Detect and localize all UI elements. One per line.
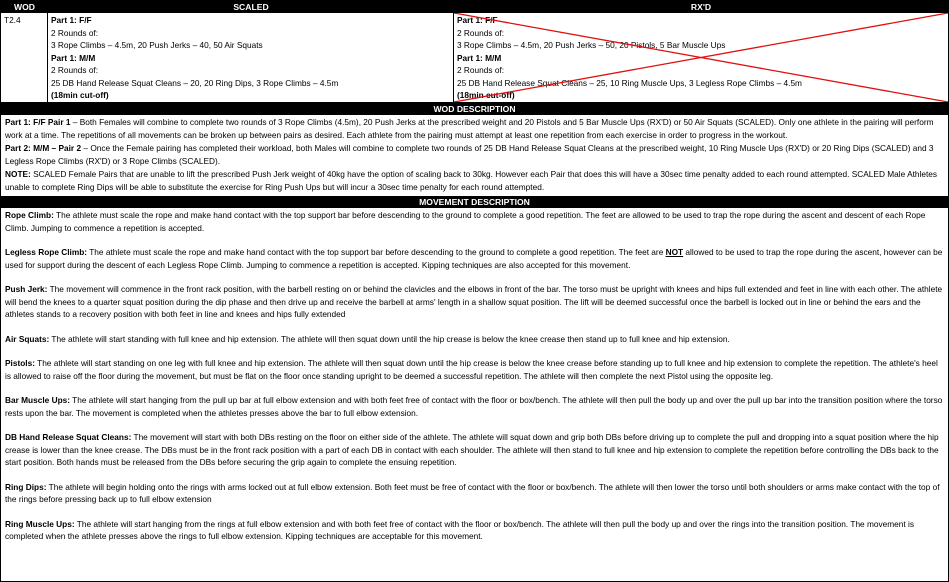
rxd-part2-rounds: 2 Rounds of: — [457, 65, 505, 75]
scaled-part1-title: Part 1: F/F — [51, 15, 92, 25]
rxd-cutoff: (18min cut-off) — [457, 90, 515, 100]
header-wod: WOD — [13, 2, 35, 12]
scaled-part1-rounds: 2 Rounds of: — [51, 27, 99, 38]
note-text: SCALED Female Pairs that are unable to lift the prescribed Push Jerk weight of 40kg have the option of scaling back to 30kg. However each Pair that does this will have a 30sec time penalty added to each round attempted. SCALED Male Athletes unable to complete Ring Dips will be able to substitute the exercise for Ring Push Ups but will incur a 30sec time penalty for each round attempted. — [5, 169, 938, 192]
movement-text: The movement will start with both DBs resting on the floor on either side of the athlete. The athlete will squat down and grip both DBs before driving up to complete the pull and dropping into a squat position where the hip crease is lower than the knee crease. The DBs must be in the front rack position with a part of each DB in contact with each shoulder. The athlete will then stand to full knee and hip extension to complete the repetition before controlling the DBs back to the start position. Both hands must be released from the DBs before securing the grip again to complete the ensuing repetition. — [5, 432, 939, 467]
movement-label: Rope Climb: — [5, 210, 54, 220]
scaled-part1-work: 3 Rope Climbs – 4.5m, 20 Push Jerks – 40, 50 Air Squats — [51, 40, 263, 50]
cross-out-mark — [454, 13, 948, 102]
scaled-column — [48, 13, 454, 102]
wod-description — [1, 115, 948, 196]
movement-ring-muscle-ups — [5, 518, 944, 543]
scaled-part2-rounds: 2 Rounds of: — [51, 65, 99, 75]
movement-text: The athlete must scale the rope and make hand contact with the top support bar before descending to the ground to complete a good repetition. The feet are — [87, 247, 666, 257]
movement-label: Pistols: — [5, 358, 35, 368]
movement-label: Legless Rope Climb: — [5, 247, 88, 257]
rxd-part1-title: Part 1: F/F — [457, 15, 498, 25]
rxd-column — [454, 13, 948, 102]
movement-description — [1, 208, 948, 556]
movement-label: DB Hand Release Squat Cleans: — [5, 432, 132, 442]
part1-description — [5, 116, 944, 141]
scaled-part2-work: 25 DB Hand Release Squat Cleans – 20, 20 Ring Dips, 3 Rope Climbs – 4.5m — [51, 77, 339, 88]
movement-text: The movement will commence in the front rack position, with the barbell resting on or behind the clavicles and the elbows in front of the bar. The torso must be upright with knees and hips full extended and feet in line with each other. The athlete will bend the knees to a quarter squat position during the dip phase and then drive up and receive the barbell at arms' length in a shallow squat position. The lift will be deemed successful once the barbell is locked out in line or behind the ears and the athletes stands to a recovery position with both feet in line and knees and hips fully extended — [5, 284, 943, 319]
table-header — [1, 1, 948, 13]
movement-db-squat-cleans — [5, 431, 944, 469]
part2-label: Part 2: M/M – Pair 2 — [5, 143, 82, 153]
movement-text: The athlete will begin holding onto the rings with arms locked out at full elbow extension. Both feet must be free of contact with the floor or box/bench. The athlete will then lower the torso until both shoulders or arms make contact with the top of the rings before pressing back up to full elbow extension — [5, 481, 940, 504]
movement-air-squats — [5, 333, 944, 346]
movement-description-title: MOVEMENT DESCRIPTION — [1, 196, 948, 208]
movement-text: The athlete will start hanging from the pull up bar at full elbow extension and with both feet free of contact with the floor or box/bench. The athlete will then pull the body up and over the pull up bar into the transition position where the torso rests upon the bar. The movement is completed when the athletes presses above the bar to full elbow extension. — [5, 395, 943, 418]
header-scaled: SCALED — [233, 2, 269, 12]
note — [5, 168, 944, 193]
part1-label: Part 1: F/F Pair 1 — [5, 117, 71, 127]
header-rxd: RX'D — [690, 2, 712, 12]
rxd-part1-rounds: 2 Rounds of: — [457, 27, 505, 38]
scaled-cutoff: (18min cut-off) — [51, 90, 109, 100]
scaled-part2-title: Part 1: M/M — [51, 52, 96, 63]
wod-description-title: WOD DESCRIPTION — [1, 103, 948, 115]
part2-text: – Once the Female pairing has completed their workload, both Males will combine to complete two rounds of 25 DB Hand Release Squat Cleans at the prescribed weight, 10 Ring Muscle Ups (RX'D) or 20 Ring Dips (SCALED) and 3 Legless Rope Climbs (RX'D) or 3 Rope Climbs (SCALED). — [5, 143, 934, 166]
emphasis-not: NOT — [665, 247, 684, 257]
movement-label: Bar Muscle Ups: — [5, 395, 71, 405]
part1-text: – Both Females will combine to complete two rounds of 3 Rope Climbs (4.5m), 20 Push Jerks at the prescribed weight and 20 Pistols and 5 Bar Muscle Ups (RX'D) or 50 Air Squats (SCALED). Only one athlete in the pairing will perform work at a time. The repetitions of all movements can be broken up between pairs as desired. Each athlete from the pairing must attempt at least one repetition from each exercise in order to progress in the workout. — [5, 117, 934, 140]
part2-description — [5, 142, 944, 167]
movement-text: The athlete must scale the rope and make hand contact with the top support bar before descending to the ground to complete a good repetition. The feet are allowed to be used to trap the rope during the ascent and descent of each Rope Climb. Jumping to commence a repetition is accepted. — [5, 210, 926, 233]
movement-bar-muscle-ups — [5, 394, 944, 419]
movement-pistols — [5, 357, 944, 382]
movement-label: Ring Muscle Ups: — [5, 518, 75, 529]
movement-text: The athlete will start standing with full knee and hip extension. The athlete will then squat down until the hip crease is below the knee crease then stand up to full knee and hip extension. — [49, 333, 730, 344]
rxd-part2-work: 25 DB Hand Release Squat Cleans – 25, 10 Ring Muscle Ups, 3 Legless Rope Climbs – 4.5m — [457, 77, 802, 88]
wod-id: T2.4 — [1, 13, 48, 102]
movement-legless-rope-climb — [5, 246, 944, 271]
rxd-part1-work: 3 Rope Climbs – 4.5m, 20 Push Jerks – 50, 20 Pistols, 5 Bar Muscle Ups — [457, 40, 726, 50]
movement-label: Ring Dips: — [5, 481, 47, 492]
movement-label: Push Jerk: — [5, 284, 48, 294]
movement-label: Air Squats: — [5, 333, 50, 344]
note-label: NOTE: — [5, 169, 31, 179]
movement-text: The athlete will start hanging from the rings at full elbow extension and with both feet free of contact with the floor or box/bench. The athlete will then pull the body up and over the rings into the transition position. The movement is completed when the athlete presses above the rings to full elbow extension. Kipping techniques are acceptable for this movement. — [5, 518, 915, 541]
movement-text: The athlete will start standing on one leg with full knee and hip extension. The athlete will then squat down until the hip crease is below the knee crease before standing up to full knee and hip extension to complete the repetition. The athlete's heel is allowed to raise off the floor during the movement, but must be flat on the floor once standing upright to be deemed a successful repetition. The athlete will then complete the next Pistol using the opposite leg. — [5, 358, 938, 381]
movement-rope-climb — [5, 209, 944, 234]
movement-push-jerk — [5, 283, 944, 321]
movement-ring-dips — [5, 481, 944, 506]
workout-row — [1, 13, 948, 103]
movement-text: allowed to be used to trap the rope during the ascent, however can be used for support during the descent of each Legless Rope Climb. Jumping to commence a repetition is accepted. Kipping techniques are also accepted for this movement. — [5, 247, 943, 270]
rxd-part2-title: Part 1: M/M — [457, 52, 502, 63]
